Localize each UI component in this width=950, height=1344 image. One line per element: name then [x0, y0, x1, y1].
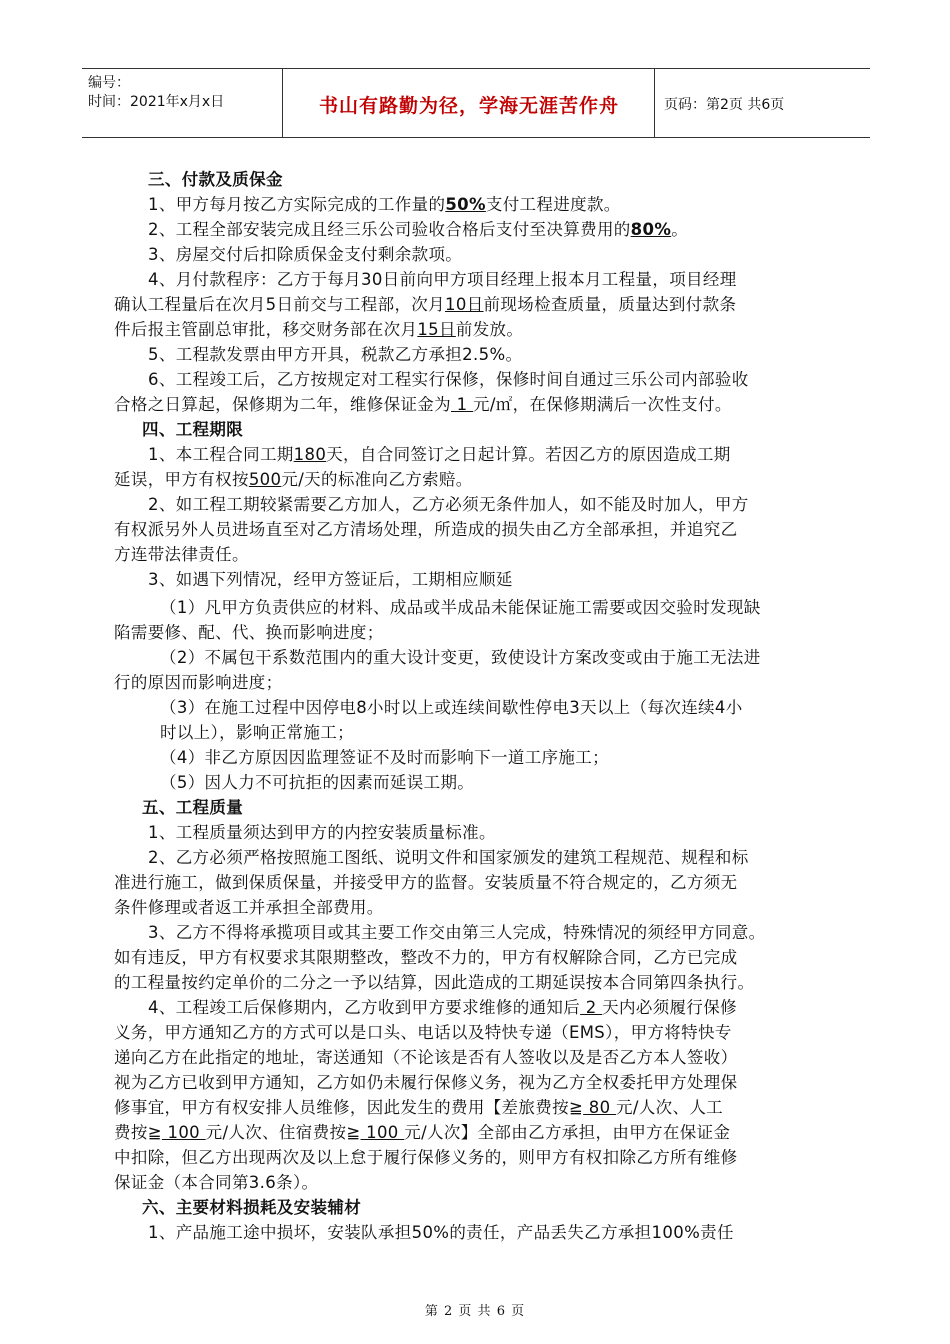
- number-label: 编号：: [88, 75, 130, 91]
- paragraph: 2、工程全部安装完成且经三乐公司验收合格后支付至决算费用的80%。: [148, 220, 689, 239]
- paragraph: 6、工程竣工后，乙方按规定对工程实行保修，保修时间自通过三乐公司内部验收: [148, 370, 749, 389]
- paragraph-line: 费按≧ 100 元/人次、住宿费按≧ 100 元/人次】全部由乙方承担，由甲方在保证金: [114, 1123, 731, 1142]
- list-item: （1）凡甲方负责供应的材料、成品或半成品未能保证施工需要或因交验时发现缺: [160, 598, 761, 617]
- list-item: （5）因人力不可抗拒的因素而延误工期。: [160, 773, 475, 792]
- section-5-title: 五、工程质量: [142, 798, 244, 817]
- paragraph-line: 延误，甲方有权按500元/天的标准向乙方索赔。: [114, 470, 473, 489]
- list-item-line: 时以上），影响正常施工；: [160, 723, 354, 742]
- paragraph: 2、乙方必须严格按照施工图纸、说明文件和国家颁发的建筑工程规范、规程和标: [148, 848, 749, 867]
- section-6-title: 六、主要材料损耗及安装辅材: [142, 1198, 362, 1217]
- paragraph-line: 如有违反，甲方有权要求其限期整改，整改不力的，甲方有权解除合同，乙方已完成: [114, 948, 738, 967]
- paragraph-line: 义务，甲方通知乙方的方式可以是口头、电话以及特快专递（EMS），甲方将特快专: [114, 1023, 732, 1042]
- paragraph: 1、产品施工途中损坏，安装队承担50%的责任，产品丢失乙方承担100%责任: [148, 1223, 734, 1242]
- paragraph: 1、甲方每月按乙方实际完成的工作量的50%支付工程进度款。: [148, 195, 621, 214]
- list-item: （3）在施工过程中因停电8小时以上或连续间歇性停电3天以上（每次连续4小: [160, 698, 743, 717]
- paragraph: 4、月付款程序：乙方于每月30日前向甲方项目经理上报本月工程量，项目经理: [148, 270, 737, 289]
- paragraph-line: 修事宜，甲方有权安排人员维修，因此发生的费用【差旅费按≧ 80 元/人次、人工: [114, 1098, 724, 1117]
- paragraph: 3、乙方不得将承揽项目或其主要工作交由第三人完成，特殊情况的须经甲方同意。: [148, 923, 766, 942]
- paragraph: 1、本工程合同工期180天，自合同签订之日起计算。若因乙方的原因造成工期: [148, 445, 731, 464]
- list-item: （2）不属包干系数范围内的重大设计变更，致使设计方案改变或由于施工无法进: [160, 648, 761, 667]
- date-label: 时间：2021年x月x日: [88, 94, 225, 110]
- header-page-cell: [656, 69, 870, 137]
- paragraph: 3、如遇下列情况，经甲方签证后，工期相应顺延: [148, 570, 513, 589]
- paragraph-line: 合格之日算起，保修期为二年，维修保证金为 1 元/㎡，在保修期满后一次性支付。: [114, 395, 732, 414]
- paragraph-line: 保证金（本合同第3.6条）。: [114, 1173, 319, 1192]
- header-motto-cell: [284, 69, 655, 137]
- page-header: [82, 68, 870, 138]
- paragraph: 4、工程竣工后保修期内，乙方收到甲方要求维修的通知后 2 天内必须履行保修: [148, 998, 737, 1017]
- list-item-line: 陷需要修、配、代、换而影响进度；: [114, 623, 384, 642]
- paragraph-line: 中扣除，但乙方出现两次及以上怠于履行保修义务的，则甲方有权扣除乙方所有维修: [114, 1148, 738, 1167]
- paragraph-line: 方连带法律责任。: [114, 545, 249, 564]
- section-3-title: 三、付款及质保金: [148, 170, 283, 189]
- page-footer: 第 2 页 共 6 页: [424, 1304, 526, 1319]
- page-label: 页码：第2页 共6页: [664, 97, 785, 113]
- header-meta-cell: [82, 69, 283, 137]
- section-4-title: 四、工程期限: [142, 420, 244, 439]
- paragraph-line: 的工程量按约定单价的二分之一予以结算，因此造成的工期延误按本合同第四条执行。: [114, 973, 755, 992]
- paragraph-line: 有权派另外人员进场直至对乙方清场处理，所造成的损失由乙方全部承担，并追究乙: [114, 520, 738, 539]
- paragraph-line: 条件修理或者返工并承担全部费用。: [114, 898, 384, 917]
- paragraph-line: 件后报主管副总审批，移交财务部在次月15日前发放。: [114, 320, 524, 339]
- list-item: （4）非乙方原因因监理签证不及时而影响下一道工序施工；: [160, 748, 609, 767]
- paragraph: 5、工程款发票由甲方开具，税款乙方承担2.5%。: [148, 345, 523, 364]
- paragraph-line: 递向乙方在此指定的地址，寄送通知（不论该是否有人签收以及是否乙方本人签收）: [114, 1048, 738, 1067]
- paragraph: 1、工程质量须达到甲方的内控安装质量标准。: [148, 823, 496, 842]
- paragraph-line: 确认工程量后在次月5日前交与工程部，次月10日前现场检查质量，质量达到付款条: [114, 295, 737, 314]
- paragraph: 3、房屋交付后扣除质保金支付剩余款项。: [148, 245, 463, 264]
- paragraph-line: 视为乙方已收到甲方通知，乙方如仍未履行保修义务，视为乙方全权委托甲方处理保: [114, 1073, 738, 1092]
- paragraph: 2、如工程工期较紧需要乙方加人，乙方必须无条件加人，如不能及时加人，甲方: [148, 495, 749, 514]
- list-item-line: 行的原因而影响进度；: [114, 673, 283, 692]
- paragraph-line: 准进行施工，做到保质保量，并接受甲方的监督。安装质量不符合规定的，乙方须无: [114, 873, 738, 892]
- motto: 书山有路勤为径，学海无涯苦作舟: [318, 95, 619, 117]
